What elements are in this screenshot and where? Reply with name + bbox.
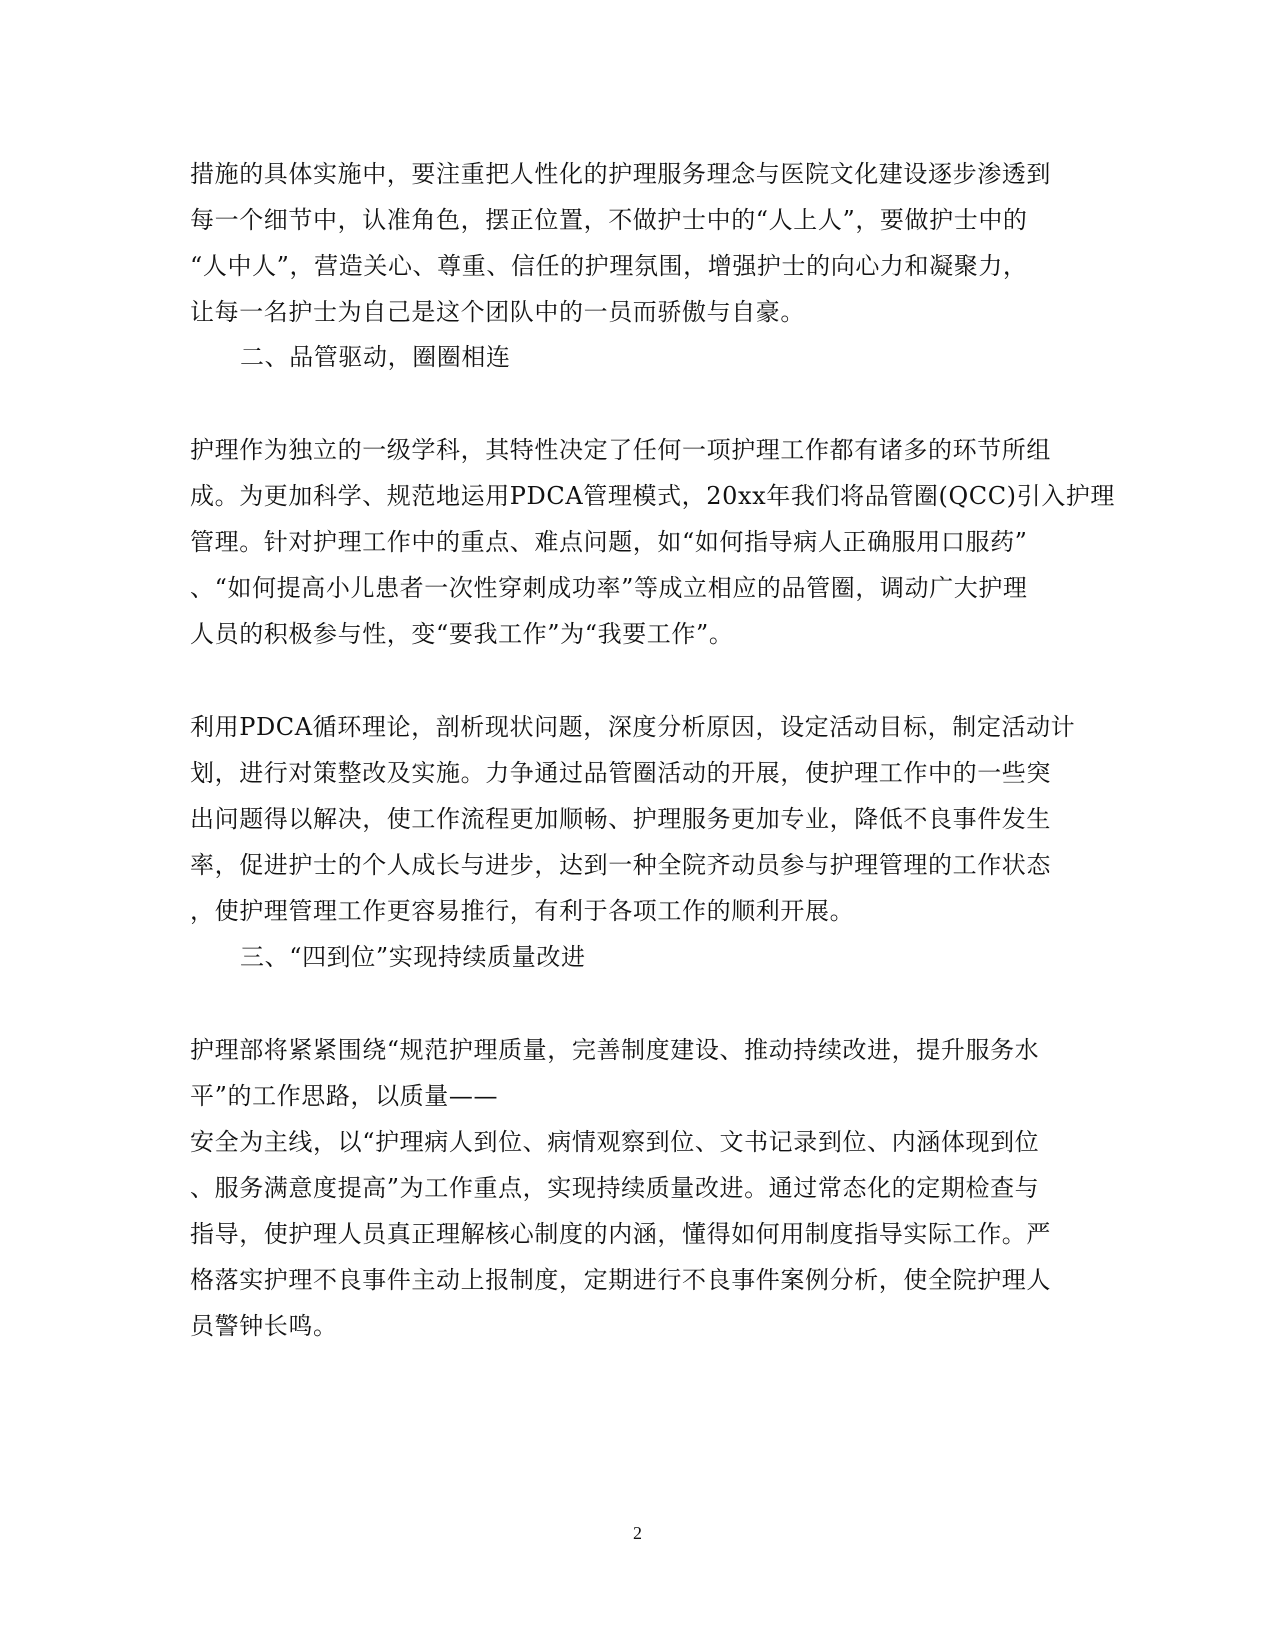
para1-line-2: 每一个细节中，认准角色，摆正位置，不做护士中的“人上人”，要做护士中的 (190, 206, 1028, 234)
para1-line-1: 措施的具体实施中，要注重把人性化的护理服务理念与医院文化建设逐步渗透到 (190, 160, 1051, 188)
section-heading-3: 三、“四到位”实现持续质量改进 (240, 943, 586, 971)
para2-line-1: 护理作为独立的一级学科，其特性决定了任何一项护理工作都有诸多的环节所组 (190, 436, 1051, 464)
para2-line-3: 管理。针对护理工作中的重点、难点问题，如“如何指导病人正确服用口服药” (190, 528, 1028, 556)
para1-line-4: 让每一名护士为自己是这个团队中的一员而骄傲与自豪。 (190, 298, 805, 326)
para2-line-5: 人员的积极参与性，变“要我工作”为“我要工作”。 (190, 620, 734, 648)
para3-line-5: ，使护理管理工作更容易推行，有利于各项工作的顺利开展。 (190, 897, 855, 925)
para3-line-1: 利用PDCA循环理论，剖析现状问题，深度分析原因，设定活动目标，制定活动计 (190, 713, 1076, 741)
para3-line-2: 划，进行对策整改及实施。力争通过品管圈活动的开展，使护理工作中的一些突 (190, 759, 1051, 787)
para4-line-2: 平”的工作思路，以质量—— (190, 1082, 499, 1110)
para1-line-3: “人中人”，营造关心、尊重、信任的护理氛围，增强护士的向心力和凝聚力， (190, 252, 1028, 280)
para2-line-2: 成。为更加科学、规范地运用PDCA管理模式，20xx年我们将品管圈(QCC)引入护理 (190, 482, 1116, 510)
para4-line-7: 员警钟长鸣。 (190, 1312, 338, 1340)
para4-line-5: 指导，使护理人员真正理解核心制度的内涵，懂得如何用制度指导实际工作。严 (190, 1220, 1051, 1248)
section-heading-2: 二、品管驱动，圈圈相连 (240, 343, 511, 371)
para4-line-6: 格落实护理不良事件主动上报制度，定期进行不良事件案例分析，使全院护理人 (190, 1266, 1051, 1294)
para4-line-1: 护理部将紧紧围绕“规范护理质量，完善制度建设、推动持续改进，提升服务水 (190, 1036, 1040, 1064)
para4-line-3: 安全为主线，以“护理病人到位、病情观察到位、文书记录到位、内涵体现到位 (190, 1128, 1040, 1156)
para3-line-3: 出问题得以解决，使工作流程更加顺畅、护理服务更加专业，降低不良事件发生 (190, 805, 1051, 833)
para3-line-4: 率，促进护士的个人成长与进步，达到一种全院齐动员参与护理管理的工作状态 (190, 851, 1051, 879)
para2-line-4: 、“如何提高小儿患者一次性穿刺成功率”等成立相应的品管圈，调动广大护理 (190, 574, 1028, 602)
para4-line-4: 、服务满意度提高”为工作重点，实现持续质量改进。通过常态化的定期检查与 (190, 1174, 1040, 1202)
page-number: 2 (633, 1523, 642, 1543)
